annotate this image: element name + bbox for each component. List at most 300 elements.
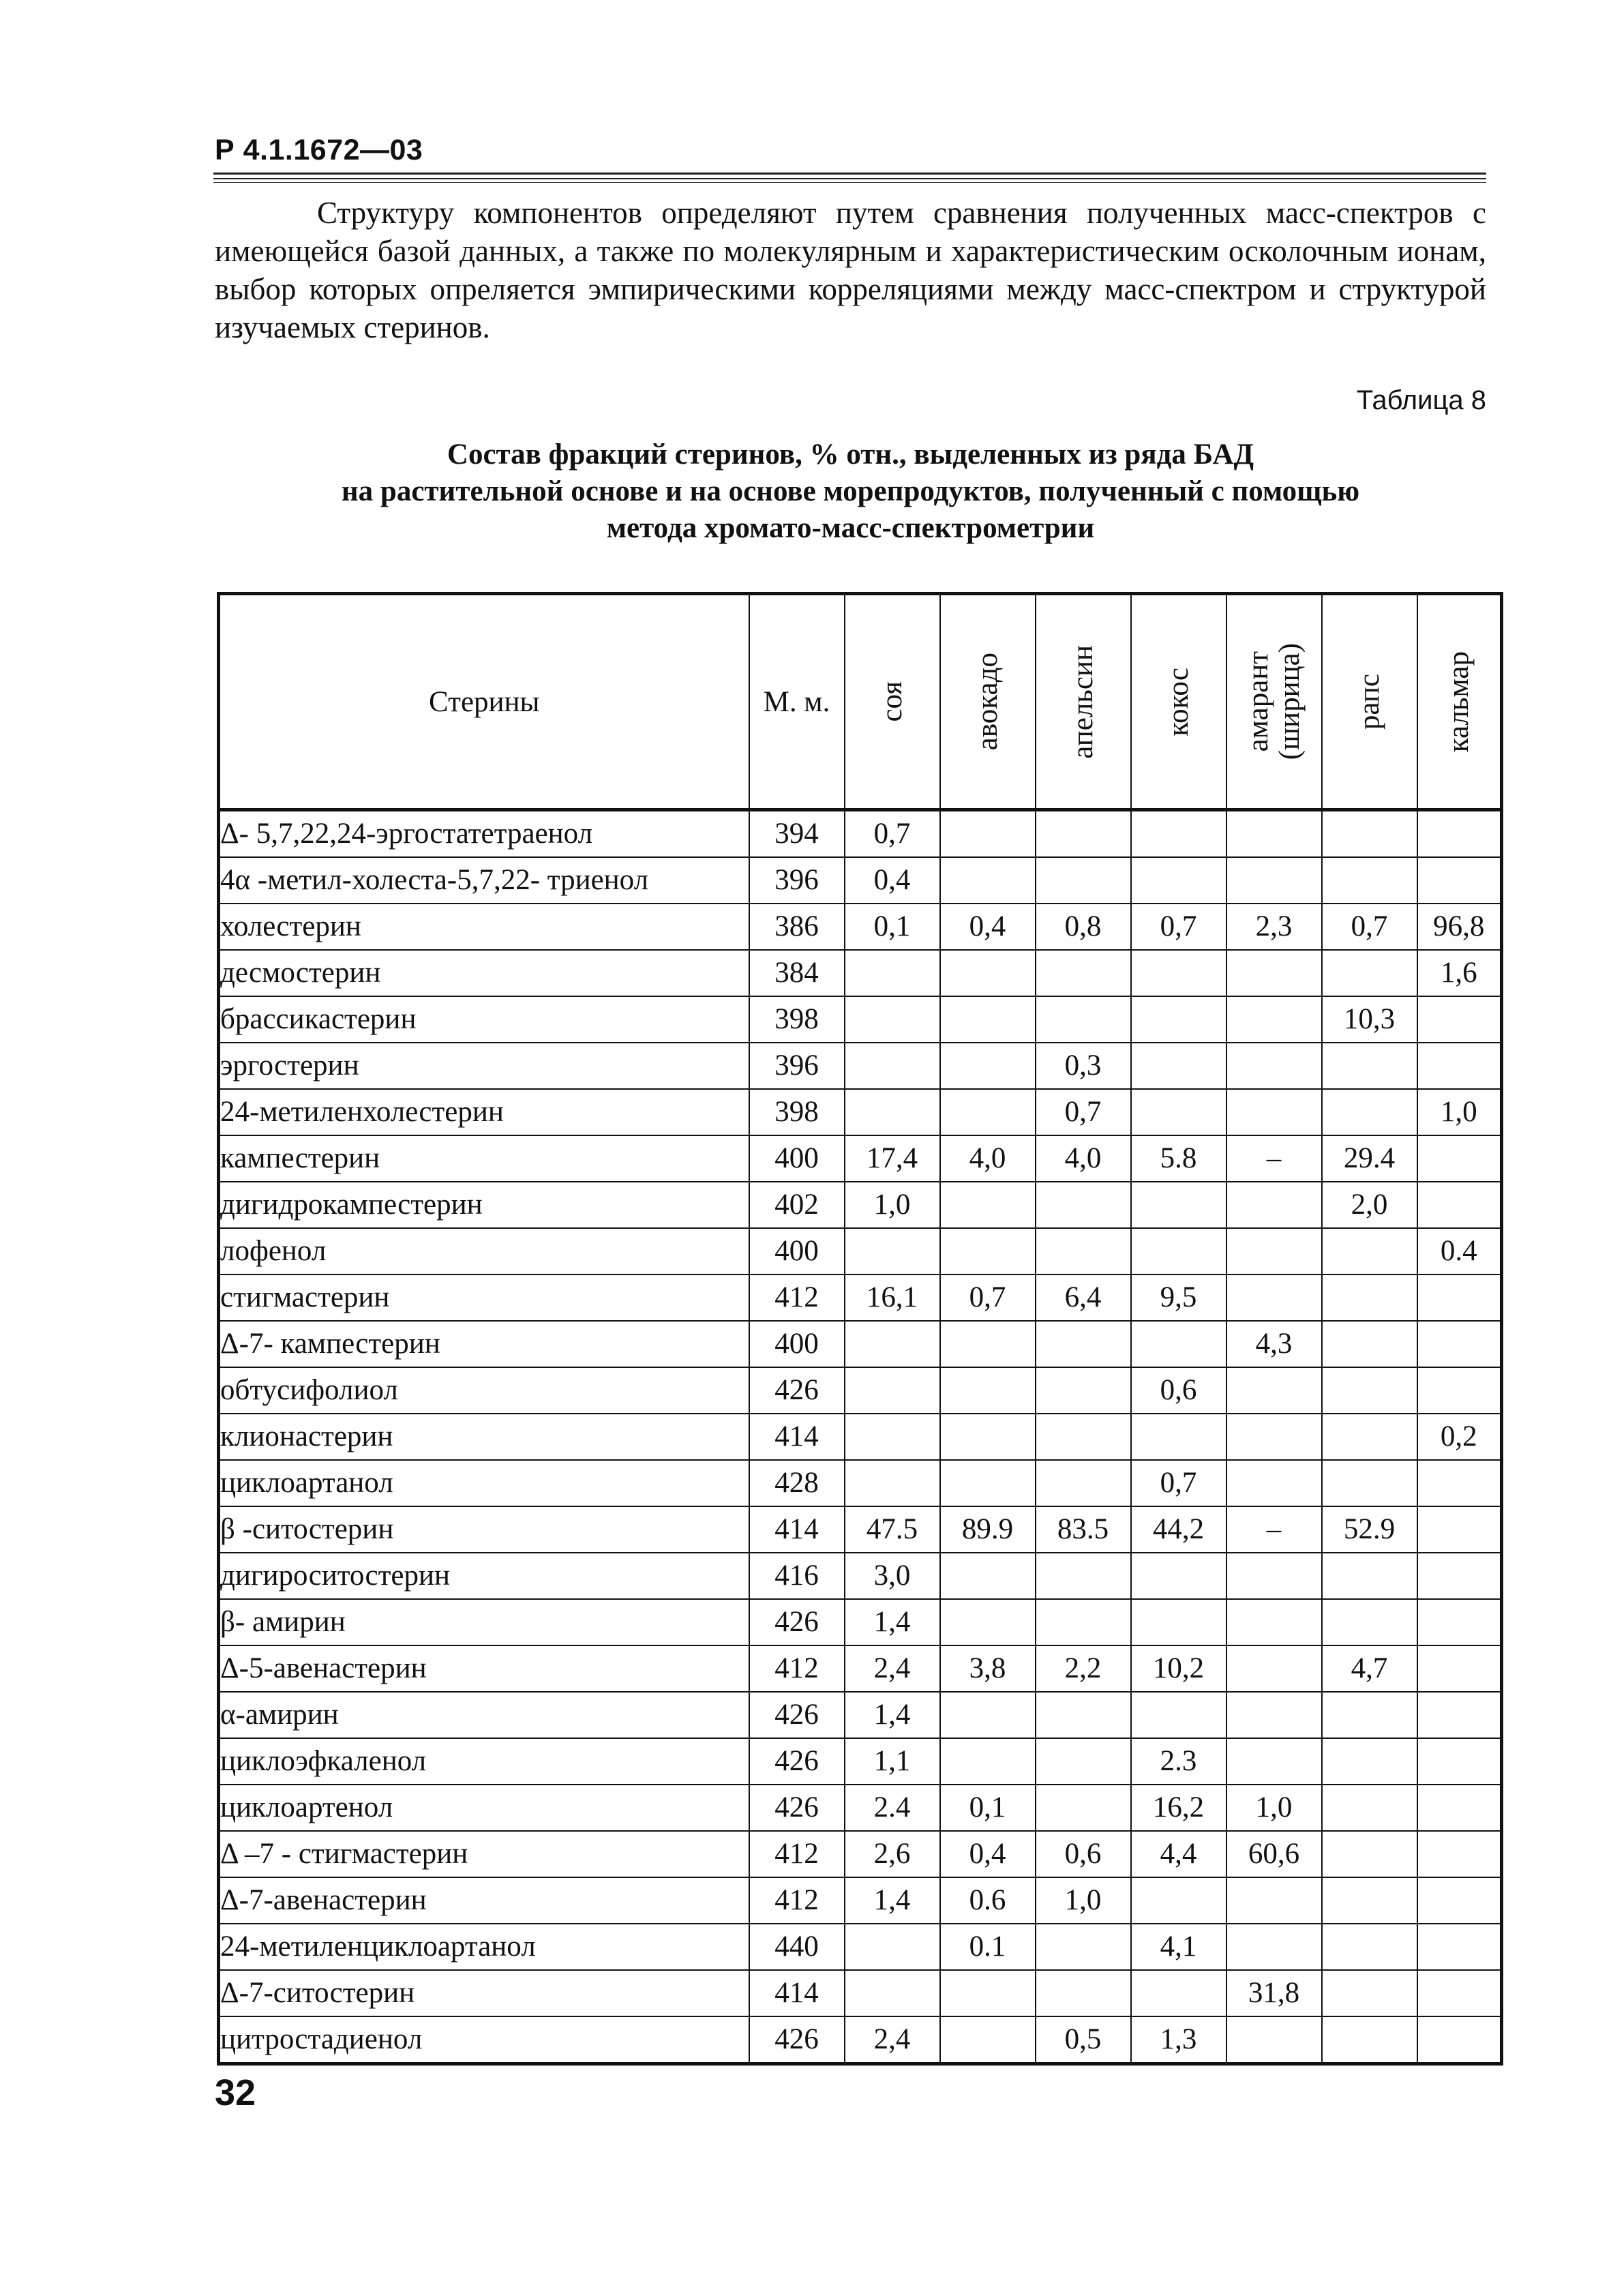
value-cell [1417,1182,1502,1228]
header-rule [213,178,1486,179]
value-cell [1226,1553,1322,1599]
value-cell [1226,1182,1322,1228]
value-cell: 16,2 [1131,1785,1226,1831]
value-cell: 0,4 [940,904,1036,950]
table-row [219,1506,1502,1553]
value-cell [940,1553,1036,1599]
header-rule [213,182,1486,183]
value-cell [940,1599,1036,1645]
value-cell [1226,810,1322,858]
molar-mass-cell: 412 [749,1274,845,1321]
value-cell: 29.4 [1322,1135,1417,1182]
value-cell [1417,1645,1502,1692]
sterol-name-cell: лофенол [219,1228,749,1274]
value-cell [1417,857,1502,904]
value-cell [940,1367,1036,1414]
value-cell [1417,1553,1502,1599]
value-cell [1226,1645,1322,1692]
molar-mass-cell: 414 [749,1414,845,1460]
value-cell: 0,6 [1131,1367,1226,1414]
sterol-name-cell: Δ –7 - стигмастерин [219,1831,749,1877]
value-cell [1322,950,1417,996]
value-cell [1417,1692,1502,1738]
value-cell [1322,1460,1417,1506]
value-cell [940,2016,1036,2064]
value-cell [845,1970,940,2016]
value-cell [1036,1970,1131,2016]
value-cell [1131,1553,1226,1599]
value-cell [1131,996,1226,1043]
value-cell [1036,1924,1131,1970]
value-cell [940,1414,1036,1460]
value-cell [845,950,940,996]
value-cell: 0,7 [845,810,940,858]
table-row [219,1414,1502,1460]
value-cell: 2.3 [1131,1738,1226,1785]
value-cell [940,1692,1036,1738]
molar-mass-cell: 400 [749,1135,845,1182]
molar-mass-cell: 426 [749,1367,845,1414]
value-cell: 96,8 [1417,904,1502,950]
value-cell [1322,1785,1417,1831]
value-cell [1417,996,1502,1043]
value-cell: 1,0 [845,1182,940,1228]
column-header-amaranth [1226,594,1322,810]
value-cell [1131,1692,1226,1738]
table-row [219,1692,1502,1738]
value-cell: 83.5 [1036,1506,1131,1553]
sterol-name-cell: β -ситостерин [219,1506,749,1553]
value-cell [1322,1043,1417,1089]
table-row [219,1321,1502,1367]
value-cell [1322,1414,1417,1460]
molar-mass-cell: 414 [749,1506,845,1553]
table-row [219,1785,1502,1831]
value-cell: 1,3 [1131,2016,1226,2064]
value-cell: 0.1 [940,1924,1036,1970]
molar-mass-cell: 398 [749,1089,845,1135]
value-cell: 17,4 [845,1135,940,1182]
sterol-name-cell: брассикастерин [219,996,749,1043]
value-cell: 2.4 [845,1785,940,1831]
table-row [219,1228,1502,1274]
value-cell [940,1738,1036,1785]
value-cell [1322,1599,1417,1645]
value-cell [1226,1924,1322,1970]
value-cell [1226,1692,1322,1738]
amaranth-label-line1: амарант [1241,651,1274,752]
value-cell: 4,0 [940,1135,1036,1182]
table-row [219,1367,1502,1414]
value-cell [1036,1460,1131,1506]
value-cell [1036,1738,1131,1785]
value-cell [1131,1182,1226,1228]
value-cell: 0,7 [1131,904,1226,950]
sterol-name-cell: стигмастерин [219,1274,749,1321]
value-cell: 0,4 [940,1831,1036,1877]
value-cell [1322,810,1417,858]
value-cell [845,1460,940,1506]
value-cell [1131,810,1226,858]
value-cell: 60,6 [1226,1831,1322,1877]
value-cell [1417,1599,1502,1645]
value-cell: 4,4 [1131,1831,1226,1877]
value-cell: 2,2 [1036,1645,1131,1692]
sterol-name-cell: Δ-5-авенастерин [219,1645,749,1692]
value-cell: – [1226,1135,1322,1182]
sterol-name-cell: β- амирин [219,1599,749,1645]
value-cell: 0,1 [845,904,940,950]
value-cell: 4,7 [1322,1645,1417,1692]
value-cell: 3,0 [845,1553,940,1599]
table-row [219,1274,1502,1321]
value-cell [1322,2016,1417,2064]
value-cell [1322,1367,1417,1414]
value-cell [1036,1182,1131,1228]
molar-mass-cell: 402 [749,1182,845,1228]
molar-mass-cell: 426 [749,1692,845,1738]
value-cell [1226,1877,1322,1924]
table-row [219,1135,1502,1182]
value-cell [1322,1831,1417,1877]
table-title-line: метода хромато-масс-спектрометрии [606,512,1095,544]
table-row [219,1599,1502,1645]
value-cell: 6,4 [1036,1274,1131,1321]
sterol-name-cell: клионастерин [219,1414,749,1460]
column-header-soy-label: соя [875,681,908,722]
sterol-name-cell: 24-метиленхолестерин [219,1089,749,1135]
sterol-name-cell: Δ-7- кампестерин [219,1321,749,1367]
value-cell: 5.8 [1131,1135,1226,1182]
value-cell [1131,1321,1226,1367]
column-header-avocado-label: авокадо [971,653,1004,751]
sterol-name-cell: эргостерин [219,1043,749,1089]
value-cell: 0,3 [1036,1043,1131,1089]
table-row [219,1924,1502,1970]
molar-mass-cell: 396 [749,857,845,904]
value-cell: 44,2 [1131,1506,1226,1553]
table-row [219,1645,1502,1692]
column-header-squid-label: кальмар [1442,651,1475,753]
value-cell: 1,0 [1226,1785,1322,1831]
value-cell [845,1924,940,1970]
value-cell [1131,1414,1226,1460]
sterol-name-cell: Δ-7-авенастерин [219,1877,749,1924]
table-row [219,2016,1502,2064]
sterol-composition-table [217,592,1503,2066]
value-cell [940,1043,1036,1089]
value-cell [1131,1043,1226,1089]
sterol-name-cell: холестерин [219,904,749,950]
table-title-line: на растительной основе и на основе морепродуктов, полученный с помощью [341,475,1360,507]
sterol-name-cell: Δ-7-ситостерин [219,1970,749,2016]
value-cell: 3,8 [940,1645,1036,1692]
value-cell: 4,3 [1226,1321,1322,1367]
table-header-row [219,594,1502,810]
sterol-name-cell: циклоэфкаленол [219,1738,749,1785]
value-cell: 0,7 [1322,904,1417,950]
value-cell [1226,1738,1322,1785]
value-cell [1417,1877,1502,1924]
molar-mass-cell: 398 [749,996,845,1043]
value-cell [1036,996,1131,1043]
column-header-rapeseed [1322,594,1417,810]
value-cell [1417,1738,1502,1785]
value-cell [845,1043,940,1089]
table-title [215,436,1486,547]
value-cell [1417,1970,1502,2016]
sterol-name-cell: десмостерин [219,950,749,996]
value-cell [940,1228,1036,1274]
value-cell [1417,1043,1502,1089]
column-header-coconut [1131,594,1226,810]
value-cell [1036,1692,1131,1738]
value-cell [1417,1831,1502,1877]
value-cell [1322,1228,1417,1274]
value-cell [1131,950,1226,996]
value-cell: 0,4 [845,857,940,904]
value-cell [940,996,1036,1043]
value-cell [1131,1599,1226,1645]
value-cell: 1,6 [1417,950,1502,996]
value-cell [1226,1599,1322,1645]
value-cell [1226,1228,1322,1274]
molar-mass-cell: 394 [749,810,845,858]
value-cell: 10,2 [1131,1645,1226,1692]
sterol-name-cell: цитростадиенол [219,2016,749,2064]
value-cell [1036,1785,1131,1831]
value-cell: 0,1 [940,1785,1036,1831]
column-header-squid [1417,594,1502,810]
value-cell [1322,1877,1417,1924]
value-cell [1226,1043,1322,1089]
value-cell [940,1321,1036,1367]
molar-mass-cell: 426 [749,2016,845,2064]
value-cell [1036,1367,1131,1414]
table-row [219,1043,1502,1089]
value-cell: 2,3 [1226,904,1322,950]
value-cell: 9,5 [1131,1274,1226,1321]
value-cell: 16,1 [845,1274,940,1321]
value-cell [1036,1414,1131,1460]
molar-mass-cell: 400 [749,1321,845,1367]
value-cell [1036,1553,1131,1599]
molar-mass-cell: 400 [749,1228,845,1274]
table-row [219,1970,1502,2016]
value-cell [1226,1274,1322,1321]
value-cell: 0,8 [1036,904,1131,950]
table-row [219,1738,1502,1785]
column-header-rapeseed-label: рапс [1353,673,1385,730]
sterol-name-cell: 24-метиленциклоартанол [219,1924,749,1970]
column-header-orange-label: апельсин [1066,644,1099,759]
sterol-name-cell: дигироситостерин [219,1553,749,1599]
value-cell [1226,857,1322,904]
value-cell: – [1226,1506,1322,1553]
value-cell: 2,6 [845,1831,940,1877]
molar-mass-cell: 386 [749,904,845,950]
value-cell: 0,7 [940,1274,1036,1321]
value-cell: 1,4 [845,1599,940,1645]
value-cell: 31,8 [1226,1970,1322,2016]
molar-mass-cell: 426 [749,1785,845,1831]
sterol-name-cell: кампестерин [219,1135,749,1182]
value-cell [1417,2016,1502,2064]
value-cell: 0,2 [1417,1414,1502,1460]
intro-paragraph: Структуру компонентов определяют путем сравнения полученных масс-спектров с имеющейся базой данных, а также по молекулярным и характеристическим осколочным ионам, выбор которых опреляется эмпирическими корреляциями между масс-спектром и структурой изучаемых стеринов. [215,196,1486,344]
value-cell [845,1228,940,1274]
value-cell: 0,7 [1131,1460,1226,1506]
column-header-avocado [940,594,1036,810]
value-cell: 1,0 [1036,1877,1131,1924]
value-cell [940,950,1036,996]
value-cell [940,857,1036,904]
value-cell [1226,1089,1322,1135]
value-cell: 2,0 [1322,1182,1417,1228]
value-cell [1226,1414,1322,1460]
value-cell: 89.9 [940,1506,1036,1553]
document-code: Р 4.1.1672—03 [215,134,423,166]
value-cell [845,1089,940,1135]
page-number: 32 [215,2072,256,2113]
value-cell [1131,1089,1226,1135]
molar-mass-cell: 440 [749,1924,845,1970]
table-row [219,904,1502,950]
value-cell [1131,1970,1226,2016]
value-cell [940,1089,1036,1135]
molar-mass-cell: 412 [749,1831,845,1877]
value-cell [1226,2016,1322,2064]
value-cell [845,996,940,1043]
value-cell: 52.9 [1322,1506,1417,1553]
table-row [219,950,1502,996]
table-row [219,1553,1502,1599]
value-cell [1226,1367,1322,1414]
value-cell: 2,4 [845,2016,940,2064]
table-label: Таблица 8 [1356,385,1486,415]
value-cell [940,1182,1036,1228]
value-cell [1036,1599,1131,1645]
value-cell [1131,1228,1226,1274]
value-cell [1322,1970,1417,2016]
value-cell [1226,996,1322,1043]
value-cell [845,1321,940,1367]
column-header-coconut-label: кокос [1162,667,1194,736]
value-cell [1226,950,1322,996]
molar-mass-cell: 426 [749,1599,845,1645]
value-cell [1322,1924,1417,1970]
value-cell [1036,857,1131,904]
value-cell: 0,6 [1036,1831,1131,1877]
molar-mass-cell: 416 [749,1553,845,1599]
molar-mass-cell: 384 [749,950,845,996]
sterol-name-cell: α-амирин [219,1692,749,1738]
value-cell [1417,1924,1502,1970]
value-cell: 0.4 [1417,1228,1502,1274]
table-row [219,1182,1502,1228]
value-cell [1322,1274,1417,1321]
column-header-amaranth-label [1243,643,1306,760]
value-cell [845,1414,940,1460]
value-cell [1417,1460,1502,1506]
value-cell [1131,857,1226,904]
value-cell: 4,1 [1131,1924,1226,1970]
value-cell [1036,1321,1131,1367]
value-cell [845,1367,940,1414]
value-cell [940,810,1036,858]
table-row [219,857,1502,904]
molar-mass-cell: 428 [749,1460,845,1506]
value-cell [1417,1506,1502,1553]
sterol-name-cell: дигидрокампестерин [219,1182,749,1228]
table-row [219,1877,1502,1924]
column-header-sterol: Стерины [219,594,749,810]
column-header-mm: М. м. [749,594,845,810]
value-cell [1417,1274,1502,1321]
value-cell: 0,7 [1036,1089,1131,1135]
value-cell [1036,950,1131,996]
molar-mass-cell: 396 [749,1043,845,1089]
table-row [219,1831,1502,1877]
value-cell: 1,4 [845,1692,940,1738]
amaranth-label-line2: (ширица) [1273,643,1306,760]
value-cell: 1,4 [845,1877,940,1924]
value-cell [1322,1089,1417,1135]
value-cell [1036,1228,1131,1274]
molar-mass-cell: 414 [749,1970,845,2016]
sterol-name-cell: обтусифолиол [219,1367,749,1414]
header-rule [213,173,1486,175]
molar-mass-cell: 426 [749,1738,845,1785]
value-cell [1417,1367,1502,1414]
sterol-name-cell: циклоартанол [219,1460,749,1506]
table-row [219,996,1502,1043]
value-cell: 0,5 [1036,2016,1131,2064]
value-cell [940,1460,1036,1506]
table-row [219,1460,1502,1506]
value-cell [1417,810,1502,858]
value-cell [1322,1553,1417,1599]
value-cell: 47.5 [845,1506,940,1553]
table-row [219,1089,1502,1135]
value-cell: 10,3 [1322,996,1417,1043]
value-cell [1322,857,1417,904]
value-cell [1131,1877,1226,1924]
value-cell: 1,0 [1417,1089,1502,1135]
molar-mass-cell: 412 [749,1877,845,1924]
value-cell [1226,1460,1322,1506]
value-cell [1417,1321,1502,1367]
value-cell [1417,1135,1502,1182]
value-cell: 2,4 [845,1645,940,1692]
table-row [219,810,1502,858]
column-header-soy [845,594,940,810]
value-cell [1322,1692,1417,1738]
value-cell [1417,1785,1502,1831]
sterol-name-cell: 4α -метил-холеста-5,7,22- триенол [219,857,749,904]
value-cell: 1,1 [845,1738,940,1785]
value-cell: 0.6 [940,1877,1036,1924]
molar-mass-cell: 412 [749,1645,845,1692]
value-cell [1322,1321,1417,1367]
value-cell [1322,1738,1417,1785]
value-cell: 4,0 [1036,1135,1131,1182]
sterol-name-cell: циклоартенол [219,1785,749,1831]
column-header-orange [1036,594,1131,810]
value-cell [1036,810,1131,858]
sterol-name-cell: Δ- 5,7,22,24-эргостатетраенол [219,810,749,858]
table-title-line: Состав фракций стеринов, % отн., выделенных из ряда БАД [447,438,1254,471]
